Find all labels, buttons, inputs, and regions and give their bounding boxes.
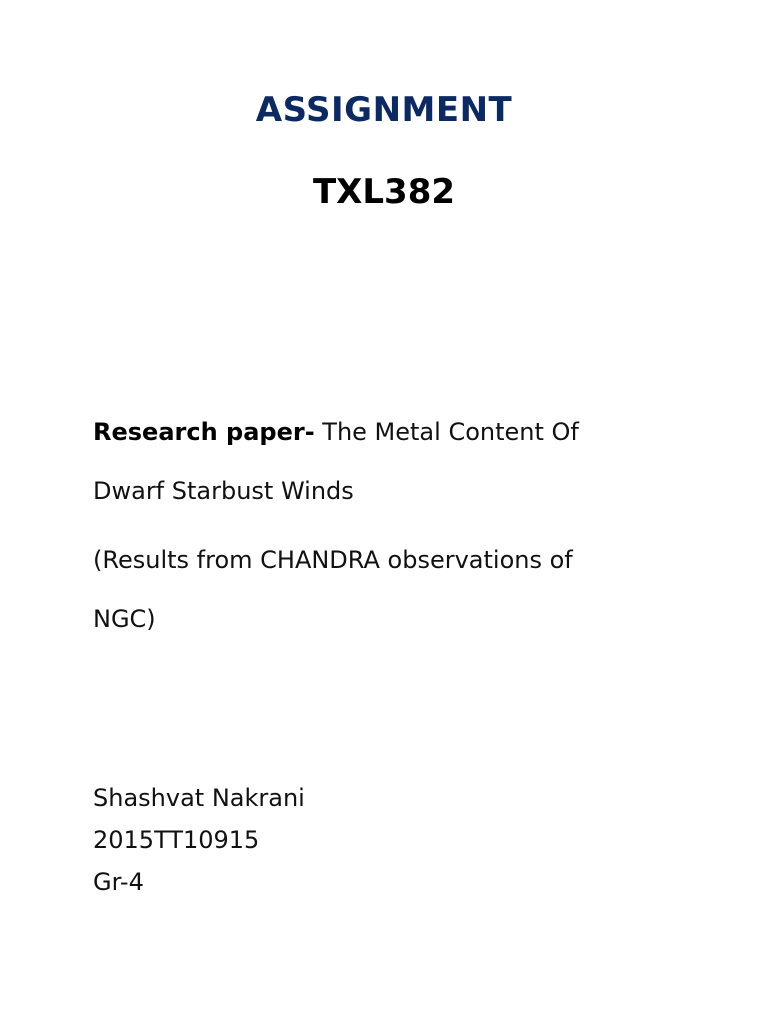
author-name: Shashvat Nakrani bbox=[93, 784, 305, 812]
paper-title-text: The Metal Content Of bbox=[314, 418, 579, 446]
research-paper-label: Research paper- bbox=[93, 418, 315, 446]
subtitle-line-1: (Results from CHANDRA observations of bbox=[93, 546, 573, 574]
group-label: Gr-4 bbox=[93, 868, 144, 896]
entry-number: 2015TT10915 bbox=[93, 826, 260, 854]
subtitle-line-2: NGC) bbox=[93, 605, 156, 633]
assignment-heading: ASSIGNMENT bbox=[255, 90, 513, 130]
paper-title-line-2: Dwarf Starbust Winds bbox=[93, 477, 354, 505]
course-code: TXL382 bbox=[312, 172, 456, 212]
paper-title-line-1 bbox=[93, 416, 579, 448]
